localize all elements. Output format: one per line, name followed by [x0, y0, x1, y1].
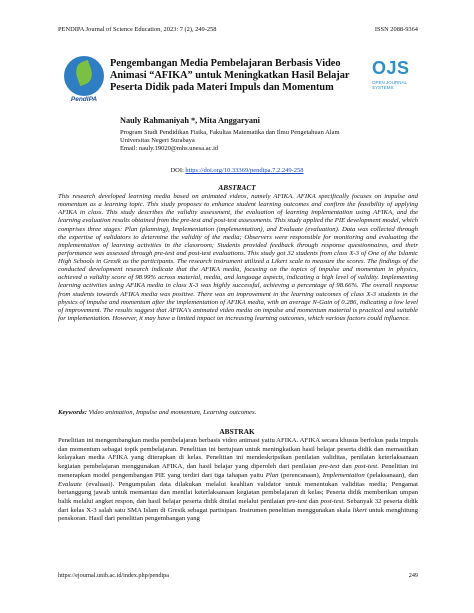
abstrak-body: Penelitian ini mengembangkan media pembelajaran berbasis video animasi yaitu AFIKA. AFIKA secara khusus berfokus pada impuls dan momentum sebagai topik pembelajaran. Penelitian ini bertujuan untuk meningkatkan hasil belajar peserta didik dan memastikan kelayakan media AFIKA yang diterapkan di kelas. Penelitian ini mendeskripsikan penilaian validitas, penilaian keterlaksanaan kegiatan pembelajaran menggunakan AFIKA, dan hasil belajar yang diperoleh dari penilaian pre-test dan post-test. Penelitian ini menerapkan model pengembangan PIE yang terdiri dari tiga tahapan yaitu Plan (perencanaan), Implementation (pelaksanaan), dan Evaluate (evaluasi). Pengumpulan data dilakukan melalui keahlian validator untuk menentukan validitas media; Pengamat bertanggung jawab untuk memantau dan menilai keterlaksanaan kegiatan pembelajaran di kelas; Peserta didik memberikan umpan balik melalui angket respon, dan hasil belajar peserta didik dinilai melalui penilaian pre-test dan post-test. Sebanyak 32 peserta didik dari kelas X-3 salah satu SMA Islam di Gresik sebagai partisipan. Instrumen penelitian menggunakan skala likert untuk menghitung penskoran. Hasil dari penelitian pengembangan yang — [58, 437, 419, 523]
abstract-body: This research developed learning media based on animated videos, namely AFIKA. AFIKA specifically focuses on impulse and momentum as a learning topic. This study proposes to enhance student learning outcomes and confirm the feasibility of applying AFIKA in class. This study describes the validity assessment, the evaluation of learning implementation using AFIKA, and the learning evaluation results obtained from the pre-test and post-test assessments. This study applied the PIE development model, which comprises three stages: Plan (planning), Implementation (implementation), and Evaluate (evaluation). Data was collected through the expertise of validators to determine the validity of the media; Observers were responsible for monitoring and evaluating the implementation of learning activities in the classroom; Students provided feedback through response questionnaires, and their performance was assessed through pre-test and post-test evaluations. This study got 32 students from class X-3 of One of the Islamic High Schools in Gresik as the participants. The research instrument utilized a Likert scale to measure the scores. The findings of the conducted development research indicate that the AFIKA media, focusing on the topics of impulse and momentum in physics, achieved a validity score of 98.99% across material, media, and language aspects, indicating a high level of validity. Implementing learning activities using AFIKA media in class X-3 was highly successful, achieving a percentage of 98.66%. The overall response from students towards AFIKA media was positive. There was an improvement in the learning outcomes of class X-3 students in the physics of impulse and momentum after the implementation of AFIKA media, with an average N-Gain of 0.286, indicating a low level of improvement. The results suggest that AFIKA's animated video media on impulse and momentum material is practical and suitable for implementation. However, it may have a limited impact on increasing learning outcomes, which various factors could influence. — [58, 193, 418, 322]
affiliation-line: Program Studi Pendidikan Fisika, Fakultas Matematika dan Ilmu Pengetahuan Alam — [120, 129, 340, 136]
keywords-label: Keywords: — [58, 409, 87, 416]
abstract-heading: ABSTRACT — [218, 183, 256, 192]
issn: ISSN 2088-9364 — [374, 26, 418, 33]
doi — [0, 167, 474, 174]
abstrak-heading: ABSTRAK — [219, 427, 255, 436]
keywords-text: Video animation, Impulse and momentum, Learning outcomes. — [86, 409, 257, 416]
paper-title: Pengembangan Media Pembelajaran Berbasis Video Animasi “AFIKA” untuk Meningkatkan Hasil Belajar Peserta Didik pada Materi Impuls dan Momentum — [110, 58, 350, 94]
journal-citation: PENDIPA Journal of Science Education, 2023: 7 (2), 249-258 — [58, 26, 217, 33]
email: Email: nauly.19020@mhs.unesa.ac.id — [120, 145, 219, 153]
ojs-logo-sub: OPEN JOURNAL SYSTEMS — [372, 80, 407, 90]
journal-url[interactable]: https://ejournal.unib.ac.id/index.php/pendipa — [58, 572, 170, 579]
affiliation-line: Universitas Negeri Surabaya — [120, 137, 195, 145]
doi-label: DOI: — [170, 167, 186, 174]
pendipa-logo — [58, 56, 110, 104]
pendipa-logo-label: PendIPA — [70, 96, 98, 103]
page-footer — [58, 572, 418, 579]
affiliation — [120, 129, 380, 154]
doi-link[interactable]: https://doi.org/10.33369/pendipa.7.2.249-258 — [185, 167, 304, 174]
page-number: 249 — [408, 572, 418, 579]
running-header — [58, 26, 418, 33]
keywords — [58, 409, 418, 416]
ojs-logo-label: OJS — [372, 58, 410, 78]
ojs-logo — [372, 58, 418, 100]
authors: Nauly Rahmaniyah *, Mita Anggaryani — [120, 116, 260, 125]
